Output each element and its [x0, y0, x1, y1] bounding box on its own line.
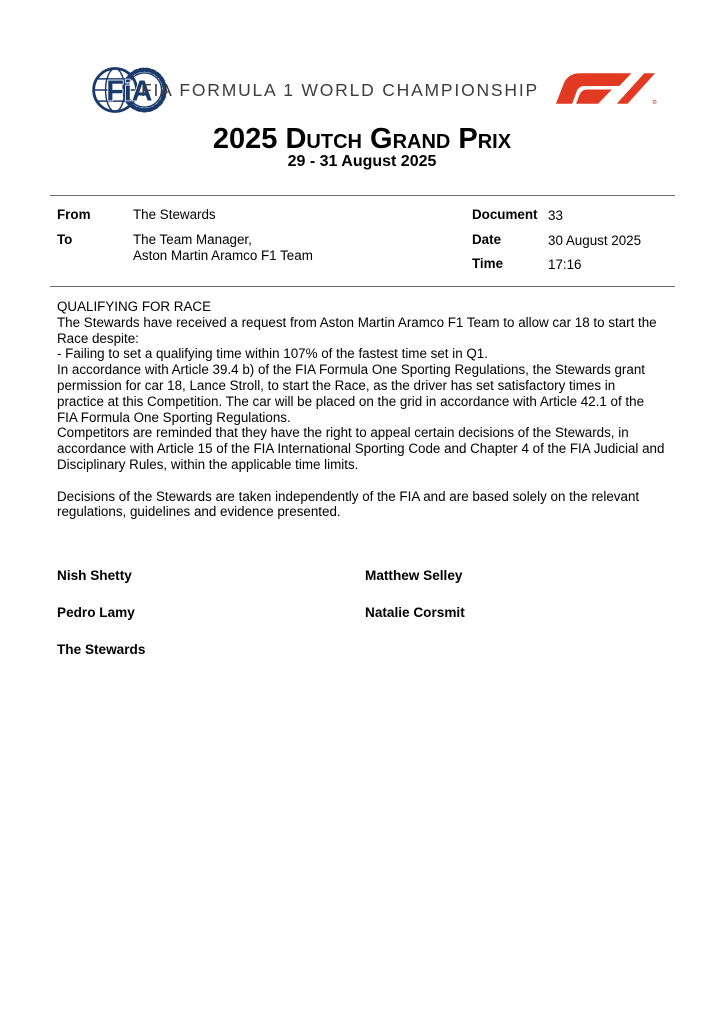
body-paragraph: Competitors are reminded that they have the right to appeal certain decisions of the Stewards, in accordance with Article 15 of the FIA International Sporting Code and Chapter 4 of the FIA Judicial and Disciplinary Rules, within the applicable time limits. [57, 425, 665, 472]
to-value-line2: Aston Martin Aramco F1 Team [133, 247, 313, 263]
to-value [133, 232, 313, 263]
signature-row [57, 569, 665, 583]
time-value: 17:16 [548, 257, 582, 272]
decision-body [57, 299, 665, 520]
body-paragraph: In accordance with Article 39.4 b) of the FIA Formula One Sporting Regulations, the Stewards grant permission for car 18, Lance Stroll, to start the Race, as the driver has set satisfactory times in practice at this Competition. The car will be placed on the grid in accordance with Article 42.1 of the FIA Formula One Sporting Regulations. [57, 362, 646, 425]
f1-logo-icon [553, 71, 657, 105]
championship-heading: FIA FORMULA 1 WORLD CHAMPIONSHIP [141, 80, 539, 100]
date-label: Date [472, 232, 502, 247]
time-label: Time [472, 256, 504, 271]
steward-name: Natalie Corsmit [365, 605, 465, 620]
to-value-line1: The Team Manager, [133, 232, 252, 247]
signature-footer: The Stewards [57, 642, 146, 657]
fia-logo-text: FiA [106, 75, 153, 108]
signature-row [57, 643, 665, 657]
date-value: 30 August 2025 [548, 233, 642, 248]
from-label: From [57, 207, 91, 222]
to-label: To [57, 232, 73, 247]
signatures-block [57, 569, 665, 680]
steward-name: Pedro Lamy [57, 605, 135, 620]
steward-name: Matthew Selley [365, 568, 463, 583]
signature-footer-empty [365, 643, 665, 657]
body-paragraph: The Stewards have received a request from Aston Martin Aramco F1 Team to allow car 18 to start the Race despite: [57, 314, 657, 346]
body-paragraph: - Failing to set a qualifying time within 107% of the fastest time set in Q1. [57, 346, 488, 362]
body-heading: QUALIFYING FOR RACE [57, 299, 212, 314]
document-label: Document [472, 207, 538, 222]
steward-name: Nish Shetty [57, 568, 132, 583]
divider-top [50, 195, 675, 196]
signature-row [57, 606, 665, 620]
event-dates: 29 - 31 August 2025 [287, 153, 437, 170]
document-number: 33 [548, 208, 563, 223]
event-title: 2025 Dutch Grand Prix [212, 123, 512, 155]
divider-bottom [50, 286, 675, 287]
from-value: The Stewards [133, 207, 216, 222]
body-paragraph: Decisions of the Stewards are taken independently of the FIA and are based solely on the relevant regulations, guidelines and evidence presented. [57, 488, 640, 520]
